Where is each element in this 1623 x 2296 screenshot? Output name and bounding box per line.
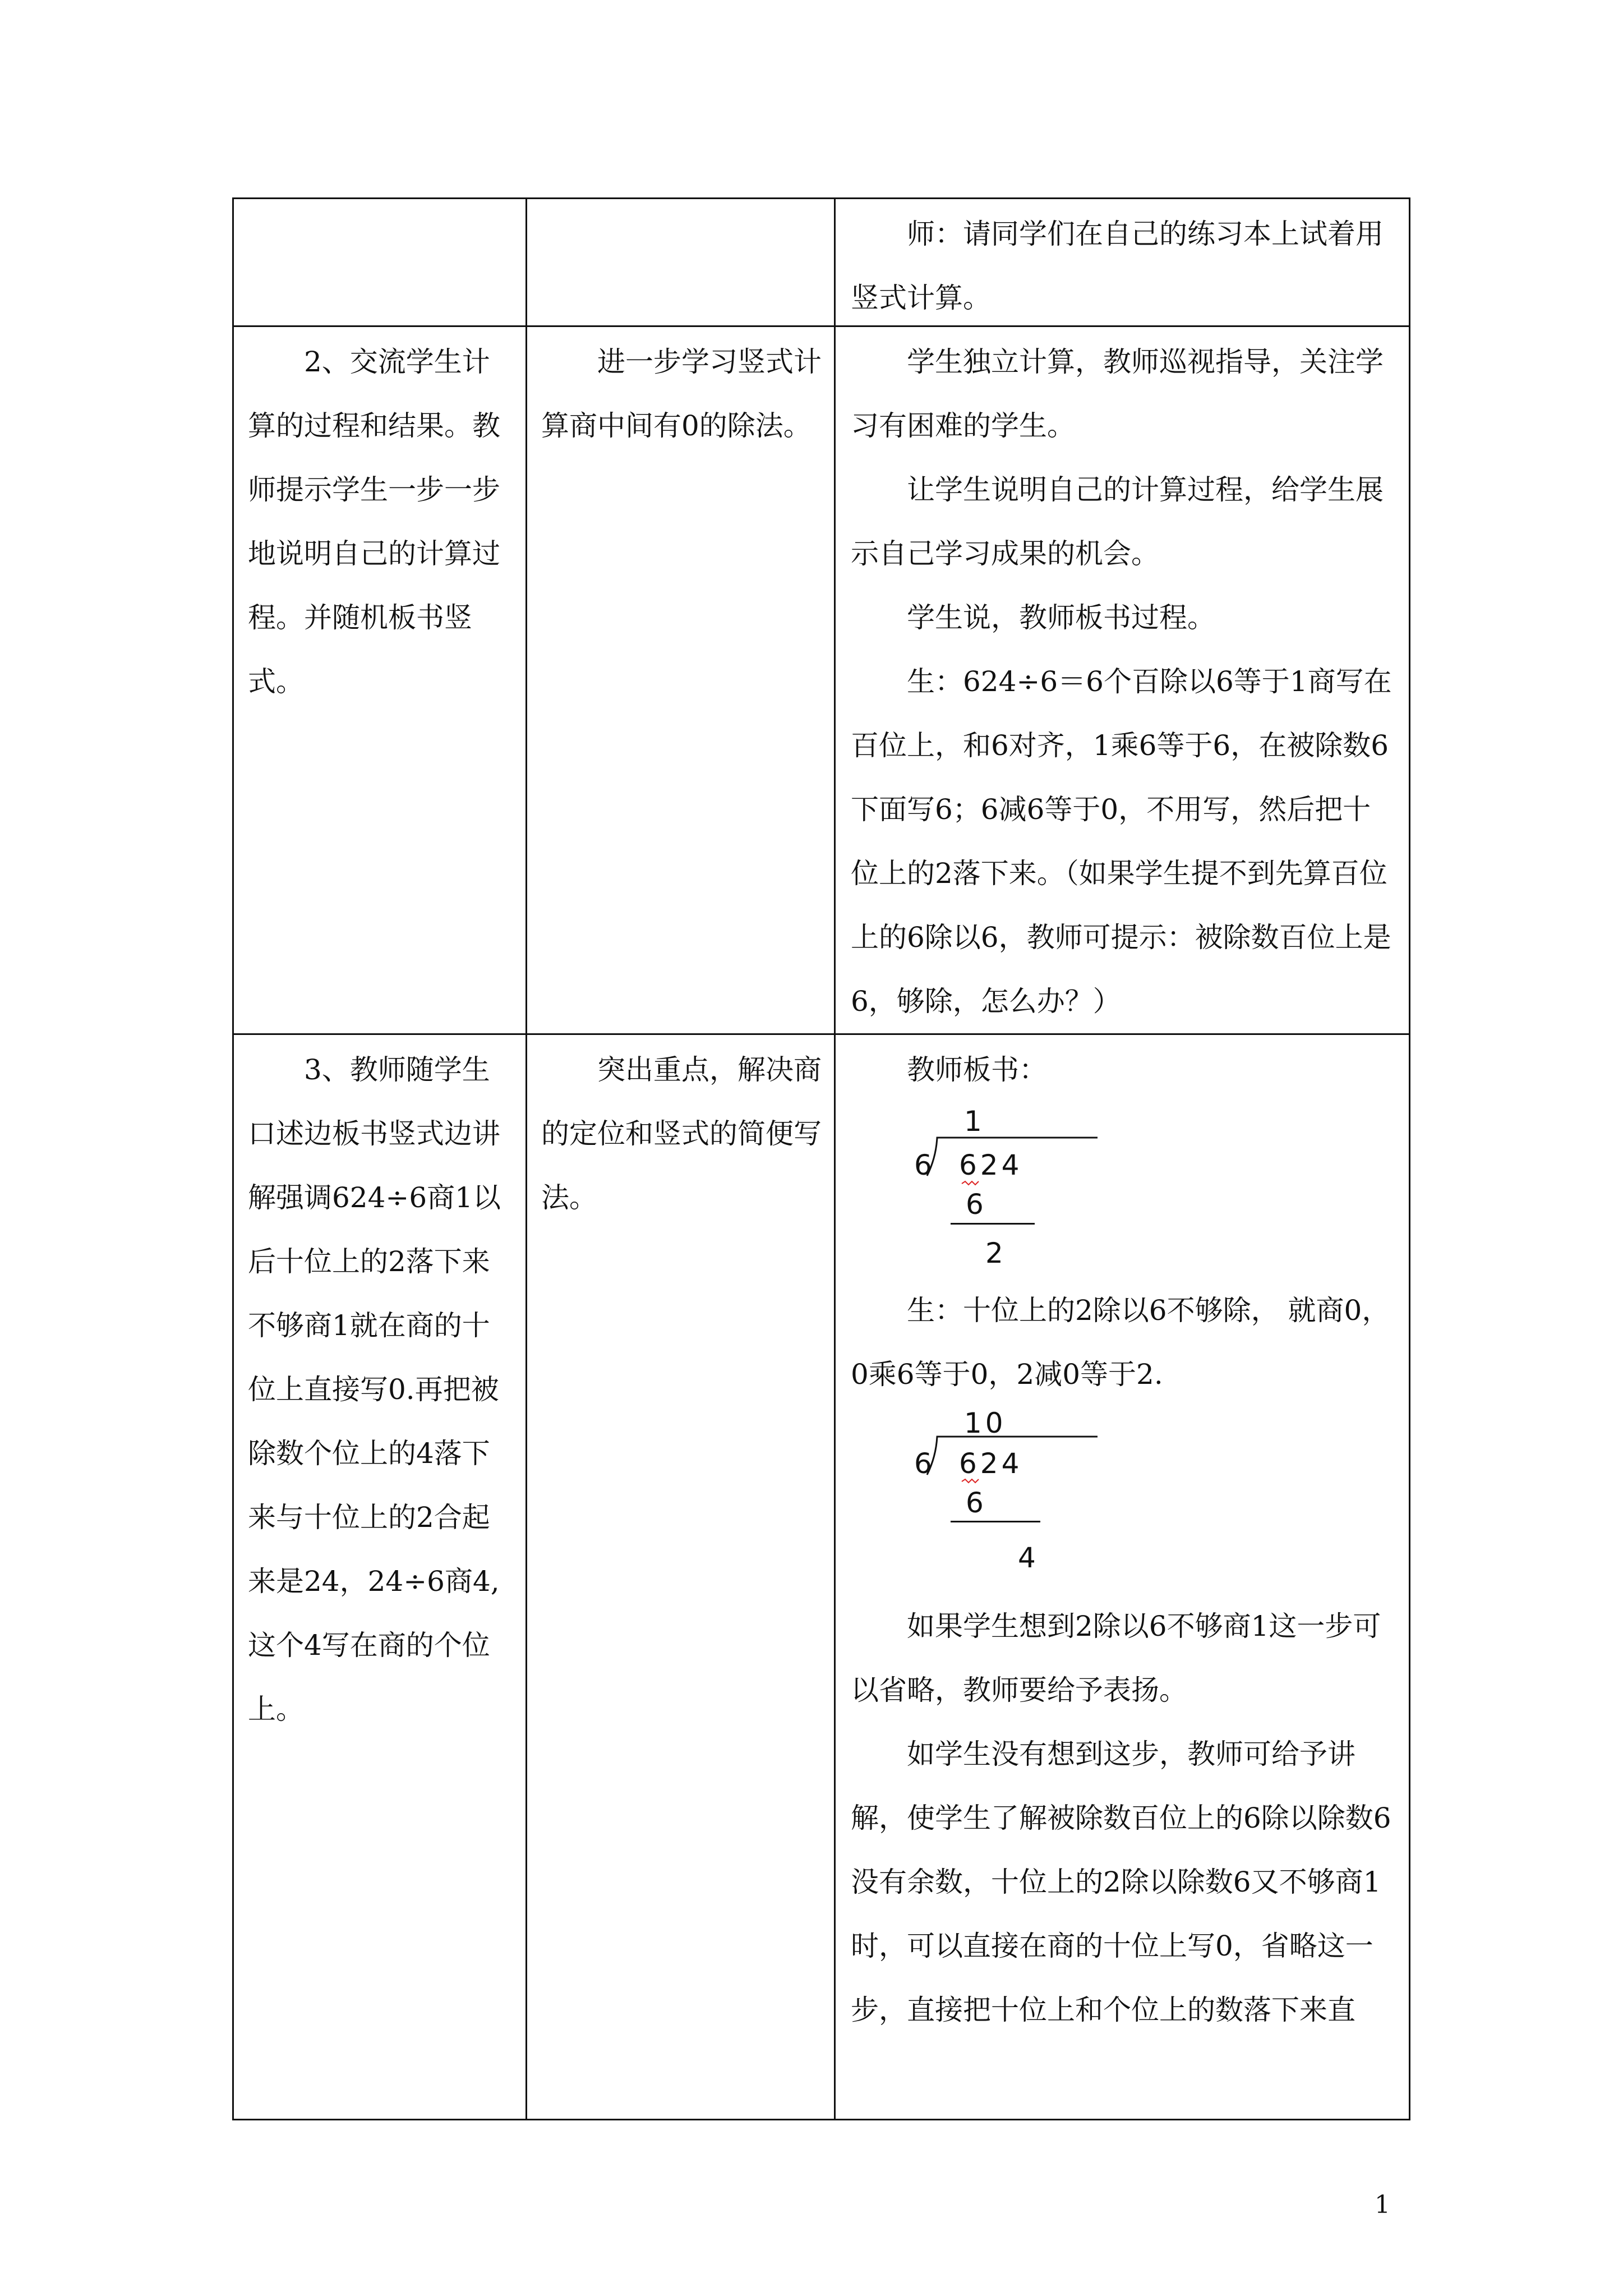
long-division-2 [851,1406,1131,1574]
row1-teacher-activity [851,202,1395,330]
division1-quotient: 1 [964,1105,982,1138]
table-top-border [232,197,1410,199]
division1-underline-mark [961,1180,983,1187]
row2-activity-p4: 生：624÷6＝6个百除以6等于1商写在百位上，和6对齐，1乘6等于6，在被除数6下面写6；6减6等于0，不用写，然后把十位上的2落下来。（如果学生提不到先算百位上的6除以6，教师可提示：被除数百位上是6，够除，怎么办？） [851,665,1392,1018]
division1-product: 6 [966,1188,984,1221]
division2-rule [951,1521,1040,1522]
division2-quotient: 10 [964,1407,1007,1439]
row2-bottom-border [232,1033,1410,1035]
row3-process-text: 3、教师随学生口述边板书竖式边讲解强调624÷6商1以后十位上的2落下来不够商1就在商的十位上直接写0.再把被除数个位上的4落下来与十位上的2合起来是24，24÷6商4,这个4写在商的个位上。 [248,1053,501,1726]
row2-activity-p2: 让学生说明自己的计算过程，给学生展示自己学习成果的机会。 [851,473,1384,570]
row2-intent-text: 进一步学习竖式计算商中间有0的除法。 [541,346,822,442]
division2-remainder: 4 [1018,1542,1036,1574]
col-divider-1 [525,197,527,2120]
table-left-border [232,197,234,2120]
table-right-border [1409,197,1410,2120]
row2-process [248,330,517,714]
row2-intent [541,330,822,458]
division2-divisor: 6 [914,1447,932,1480]
division1-remainder: 2 [985,1237,1003,1269]
row3-process [248,1038,517,1741]
row2-process-text: 2、交流学生计算的过程和结果。教师提示学生一步一步地说明自己的计算过程。并随机板书竖式。 [248,346,500,698]
division1-divisor: 6 [914,1149,932,1181]
row3-activity [851,1038,1395,2042]
division2-dividend: 624 [959,1447,1023,1480]
row3-end-p2: 如学生没有想到这步，教师可给予讲解，使学生了解被除数百位上的6除以除数6没有余数，十位上的2除以除数6又不够商1时，可以直接在商的十位上写0，省略这一步，直接把十位上和个位上的数落下来直 [851,1738,1391,2026]
division2-underline-mark [961,1478,983,1485]
row1-teacher-text: 师：请同学们在自己的练习本上试着用竖式计算。 [851,218,1384,314]
row3-intent [541,1038,822,1230]
row3-intent-text: 突出重点，解决商的定位和竖式的简便写法。 [541,1053,822,1214]
row2-activity-p1: 学生独立计算，教师巡视指导，关注学习有困难的学生。 [851,346,1384,442]
table-bottom-border [232,2119,1410,2120]
col-divider-2 [834,197,836,2120]
row3-intro: 教师板书： [907,1053,1047,1086]
page-number: 1 [1375,2191,1390,2219]
division2-product: 6 [966,1487,984,1519]
division1-dividend: 624 [959,1149,1023,1181]
row2-activity-p3: 学生说，教师板书过程。 [907,601,1215,634]
long-division-1 [851,1102,1131,1269]
row3-mid-text: 生：十位上的2除以6不够除， 就商0，0乘6等于0，2减0等于2. [851,1294,1390,1391]
division1-rule [951,1223,1035,1225]
row2-activity [851,330,1395,1033]
row3-end-p1: 如果学生想到2除以6不够商1这一步可以省略，教师要给予表扬。 [851,1610,1381,1706]
